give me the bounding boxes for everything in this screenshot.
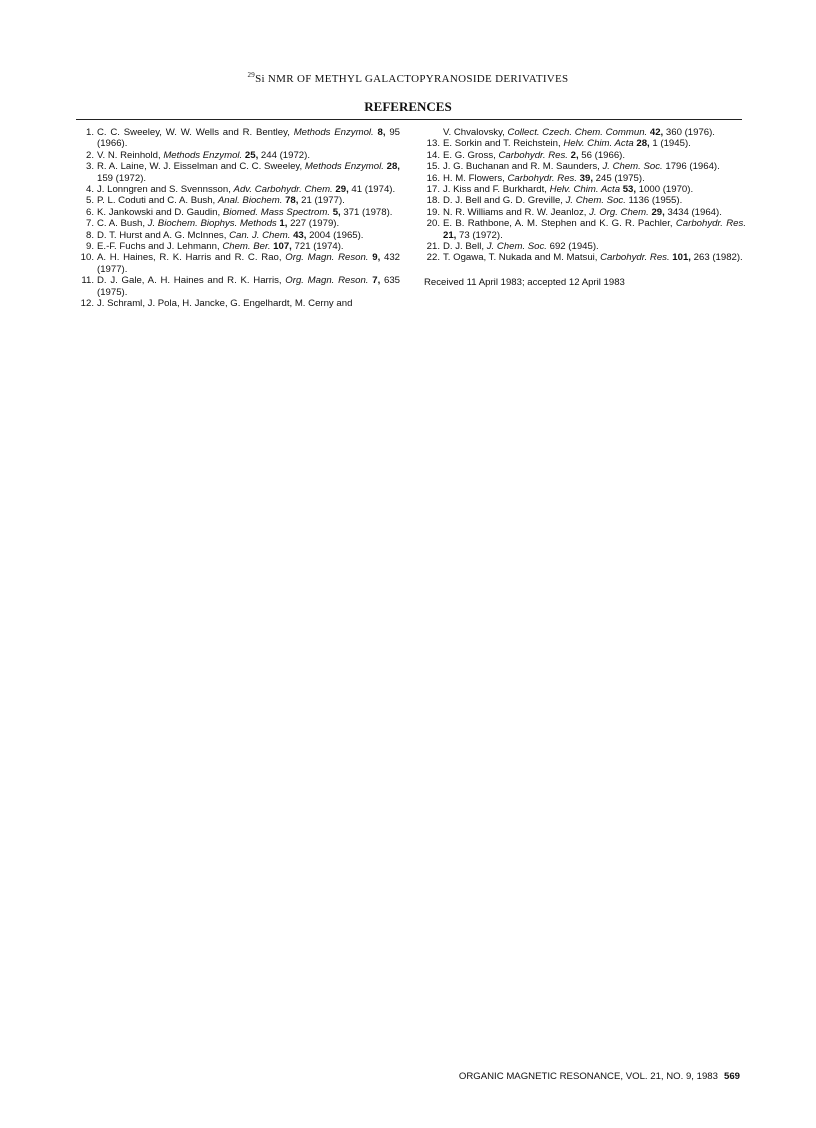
volume-number: 1, bbox=[279, 218, 288, 230]
reference-number: 9. bbox=[85, 241, 94, 253]
volume-number: 7, bbox=[372, 275, 381, 287]
journal-name: Carbohydr. Res. bbox=[507, 172, 577, 184]
reference-text bbox=[443, 127, 746, 138]
reference-entry bbox=[78, 241, 400, 252]
volume-number: 28, bbox=[636, 138, 650, 150]
reference-number: 5. bbox=[85, 195, 94, 207]
reference-entry bbox=[78, 230, 400, 241]
reference-fragment: 692 (1945). bbox=[546, 241, 599, 253]
reference-entry bbox=[78, 298, 400, 309]
reference-entry bbox=[424, 184, 746, 195]
reference-fragment: 245 (1975). bbox=[593, 172, 645, 184]
reference-text bbox=[97, 218, 400, 229]
reference-text bbox=[97, 298, 400, 309]
journal-name: Methods Enzymol. bbox=[293, 127, 374, 138]
reference-text bbox=[443, 252, 746, 263]
reference-fragment: 227 (1979). bbox=[287, 218, 340, 230]
reference-fragment: K. Jankowski and D. Gaudin, bbox=[97, 206, 223, 218]
reference-fragment: C. A. Bush, bbox=[97, 218, 148, 230]
journal-name: Adv. Carbohydr. Chem. bbox=[233, 184, 333, 196]
journal-name: Org. Magn. Reson. bbox=[285, 275, 369, 287]
reference-entry bbox=[424, 218, 746, 241]
reference-entry bbox=[78, 275, 400, 298]
reference-fragment: V. N. Reinhold, bbox=[97, 149, 164, 161]
reference-number: 7. bbox=[85, 218, 94, 230]
reference-fragment: 635 (1975). bbox=[97, 275, 400, 298]
reference-number: 4. bbox=[85, 184, 94, 196]
reference-number: 20. bbox=[426, 218, 440, 230]
reference-entry bbox=[424, 241, 746, 252]
page-footer bbox=[459, 1071, 740, 1082]
volume-number: 107, bbox=[273, 241, 292, 253]
reference-fragment: 41 (1974). bbox=[348, 184, 396, 196]
reference-text bbox=[97, 275, 400, 298]
references-left-column bbox=[78, 127, 400, 310]
reference-entry bbox=[78, 207, 400, 218]
reference-fragment: 1000 (1970). bbox=[636, 184, 694, 196]
journal-name: Helv. Chim. Acta bbox=[549, 184, 621, 196]
reference-entry bbox=[78, 252, 400, 275]
reference-entry bbox=[424, 173, 746, 184]
reference-text bbox=[97, 161, 400, 184]
section-rule bbox=[76, 119, 742, 120]
reference-fragment: P. L. Coduti and C. A. Bush, bbox=[97, 195, 218, 207]
volume-number: 53, bbox=[622, 184, 637, 196]
reference-fragment: E. G. Gross, bbox=[443, 149, 499, 161]
reference-fragment: 3434 (1964). bbox=[664, 206, 722, 218]
reference-entry bbox=[78, 127, 400, 150]
reference-fragment: 95 (1966). bbox=[97, 127, 401, 150]
volume-number: 25, bbox=[244, 149, 259, 161]
reference-number: 21. bbox=[426, 241, 440, 253]
reference-entry bbox=[78, 150, 400, 161]
reference-text bbox=[97, 195, 400, 206]
reference-text bbox=[97, 207, 400, 218]
reference-fragment: A. H. Haines, R. K. Harris and R. C. Rao, bbox=[97, 252, 286, 264]
journal-name: Carbohydr. Res. bbox=[675, 218, 746, 230]
reference-fragment: J. Kiss and F. Burkhardt, bbox=[443, 184, 550, 196]
section-title: REFERENCES bbox=[364, 99, 452, 114]
reference-text bbox=[97, 150, 400, 161]
volume-number: 9, bbox=[372, 252, 381, 264]
reference-entry bbox=[424, 252, 746, 263]
reference-fragment: 1796 (1964). bbox=[662, 161, 720, 173]
journal-name: J. Chem. Soc. bbox=[565, 195, 626, 207]
reference-entry bbox=[78, 218, 400, 229]
journal-name: Carbohydr. Res. bbox=[498, 149, 568, 161]
reference-number: 13. bbox=[426, 138, 440, 150]
reference-number: 15. bbox=[426, 161, 440, 173]
reference-fragment: E. Sorkin and T. Reichstein, bbox=[443, 138, 564, 150]
reference-fragment: E.-F. Fuchs and J. Lehmann, bbox=[97, 241, 223, 253]
reference-entry bbox=[424, 138, 746, 149]
reference-fragment: 2004 (1965). bbox=[306, 229, 364, 241]
reference-fragment: J. Schraml, J. Pola, H. Jancke, G. Engelhardt, M. Cerny and bbox=[97, 298, 353, 310]
reference-text bbox=[443, 207, 746, 218]
volume-number: 21, bbox=[443, 229, 457, 241]
reference-text bbox=[443, 184, 746, 195]
reference-fragment: J. G. Buchanan and R. M. Saunders, bbox=[443, 161, 603, 173]
journal-name: Chem. Ber. bbox=[222, 241, 271, 253]
isotope-superscript: 29 bbox=[247, 71, 256, 79]
reference-text bbox=[443, 150, 746, 161]
reference-text bbox=[97, 252, 400, 275]
journal-name: Biomed. Mass Spectrom. bbox=[222, 206, 331, 218]
reference-fragment: 360 (1976). bbox=[663, 127, 715, 138]
reference-text bbox=[443, 218, 746, 241]
reference-fragment: 1 (1945). bbox=[649, 138, 691, 150]
volume-number: 43, bbox=[293, 229, 307, 241]
reference-text bbox=[443, 195, 746, 206]
volume-number: 8, bbox=[377, 127, 386, 138]
reference-text bbox=[443, 138, 746, 149]
reference-fragment: 721 (1974). bbox=[291, 241, 344, 253]
reference-fragment: T. Ogawa, T. Nukada and M. Matsui, bbox=[443, 252, 601, 264]
reference-text bbox=[97, 127, 400, 150]
reference-number: 8. bbox=[85, 229, 94, 241]
journal-name: Methods Enzymol. bbox=[163, 149, 243, 161]
page-number: 569 bbox=[723, 1071, 740, 1082]
journal-name: Carbohydr. Res. bbox=[600, 252, 670, 264]
reference-fragment: 73 (1972). bbox=[456, 229, 503, 241]
reference-number: 1. bbox=[85, 127, 94, 138]
reference-fragment: D. J. Gale, A. H. Haines and R. K. Harris, bbox=[97, 275, 286, 287]
reference-fragment: J. Lonngren and S. Svennsson, bbox=[97, 184, 234, 196]
reference-number: 17. bbox=[426, 184, 440, 196]
reference-number: 22. bbox=[426, 252, 440, 264]
volume-number: 42, bbox=[649, 127, 664, 138]
reference-text bbox=[443, 173, 746, 184]
reference-fragment: D. T. Hurst and A. G. McInnes, bbox=[97, 229, 230, 241]
volume-number: 29, bbox=[651, 206, 665, 218]
volume-number: 2, bbox=[570, 149, 579, 161]
reference-number: 11. bbox=[81, 275, 94, 287]
reference-number: 2. bbox=[85, 149, 94, 161]
reference-number: 6. bbox=[85, 206, 94, 218]
reference-number: 10. bbox=[80, 252, 94, 264]
reference-fragment: D. J. Bell and G. D. Greville, bbox=[443, 195, 566, 207]
journal-name: Anal. Biochem. bbox=[217, 195, 283, 207]
reference-fragment: 432 (1977). bbox=[97, 252, 400, 275]
volume-number: 39, bbox=[579, 172, 594, 184]
reference-text bbox=[443, 161, 746, 172]
journal-name: J. Chem. Soc. bbox=[602, 161, 663, 173]
reference-text bbox=[97, 230, 400, 241]
reference-entry bbox=[424, 161, 746, 172]
reference-fragment: R. A. Laine, W. J. Eisselman and C. C. Sweeley, bbox=[97, 161, 305, 173]
reference-text bbox=[97, 241, 400, 252]
reference-fragment: 21 (1977). bbox=[298, 195, 345, 207]
journal-citation: ORGANIC MAGNETIC RESONANCE, VOL. 21, NO. 9, 1983 bbox=[458, 1071, 718, 1082]
reference-entry bbox=[424, 195, 746, 206]
reference-number: 14. bbox=[426, 149, 440, 161]
volume-number: 78, bbox=[285, 195, 299, 207]
reference-fragment: D. J. Bell, bbox=[443, 241, 487, 253]
received-note: Received 11 April 1983; accepted 12 April 1983 bbox=[424, 276, 625, 288]
journal-name: J. Biochem. Biophys. Methods bbox=[147, 218, 277, 230]
volume-number: 5, bbox=[332, 206, 341, 218]
journal-name: Methods Enzymol. bbox=[304, 161, 384, 173]
journal-name: Collect. Czech. Chem. Commun. bbox=[507, 127, 648, 138]
reference-text bbox=[443, 241, 746, 252]
reference-entry bbox=[424, 127, 746, 138]
volume-number: 29, bbox=[335, 184, 349, 196]
reference-fragment: H. M. Flowers, bbox=[443, 172, 508, 184]
reference-fragment: 244 (1972). bbox=[258, 149, 310, 161]
journal-name: Helv. Chim. Acta bbox=[563, 138, 634, 150]
journal-name: Org. Magn. Reson. bbox=[285, 252, 369, 264]
reference-entry bbox=[78, 161, 400, 184]
reference-entry bbox=[78, 195, 400, 206]
references-right-column bbox=[424, 127, 746, 288]
volume-number: 28, bbox=[386, 161, 400, 173]
reference-fragment: 56 (1966). bbox=[578, 149, 626, 161]
journal-name: Can. J. Chem. bbox=[229, 229, 291, 241]
journal-name: J. Org. Chem. bbox=[589, 206, 649, 218]
reference-fragment: V. Chvalovsky, bbox=[443, 127, 508, 138]
reference-fragment: E. B. Rathbone, A. M. Stephen and K. G. R. Pachler, bbox=[443, 218, 676, 230]
reference-number: 18. bbox=[426, 195, 440, 207]
reference-number: 12. bbox=[80, 298, 94, 310]
reference-number: 19. bbox=[426, 206, 440, 218]
running-head bbox=[0, 71, 816, 85]
reference-entry bbox=[424, 207, 746, 218]
journal-name: J. Chem. Soc. bbox=[486, 241, 547, 253]
reference-number: 16. bbox=[426, 172, 440, 184]
reference-fragment: 1136 (1955). bbox=[625, 195, 683, 207]
reference-text bbox=[97, 184, 400, 195]
reference-fragment: C. C. Sweeley, W. W. Wells and R. Bentley, bbox=[97, 127, 294, 138]
reference-entry bbox=[424, 150, 746, 161]
running-head-title: Si NMR OF METHYL GALACTOPYRANOSIDE DERIVATIVES bbox=[255, 73, 569, 85]
reference-fragment: 159 (1972). bbox=[97, 172, 147, 184]
reference-fragment: 263 (1982). bbox=[690, 252, 743, 264]
reference-fragment: 371 (1978). bbox=[340, 206, 393, 218]
reference-entry bbox=[78, 184, 400, 195]
volume-number: 101, bbox=[672, 252, 691, 264]
reference-number: 3. bbox=[85, 161, 94, 173]
references-right-list bbox=[424, 127, 746, 264]
reference-fragment: N. R. Williams and R. W. Jeanloz, bbox=[443, 206, 590, 218]
